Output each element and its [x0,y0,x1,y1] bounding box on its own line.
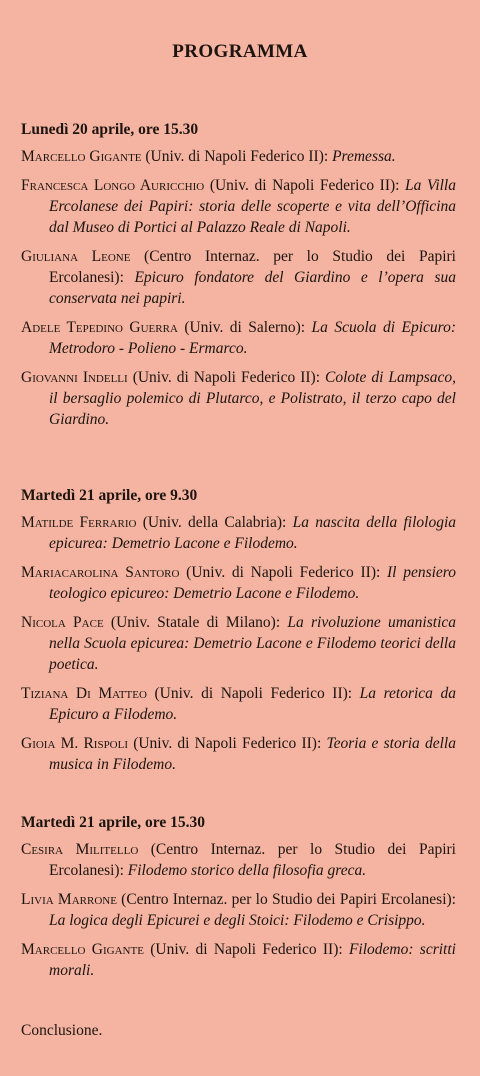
speaker-affiliation: (Centro Internaz. per lo Studio dei Papiri Ercolanesi): [49,841,456,879]
talk-title: Premessa. [332,148,396,165]
speaker-affiliation: (Univ. Statale di Milano): [103,614,288,631]
speaker-affiliation: (Univ. di Napoli Federico II): [143,941,349,958]
speaker-affiliation: (Univ. della Calabria): [136,514,293,531]
speaker-affiliation: (Univ. di Napoli Federico II): [127,369,325,386]
speaker-name: Matilde Ferrario [21,514,137,531]
program-entry [21,612,456,675]
speaker-name: Cesira Militello [21,841,139,858]
speaker-affiliation: (Univ. di Salerno): [177,319,312,336]
program-entry [21,562,456,604]
talk-title: Filodemo: scritti morali. [49,941,456,979]
program-entry [21,839,456,881]
speaker-name: Gioia M. Rispoli [21,735,129,752]
program-entry [21,175,456,238]
talk-title: Epicuro fondatore del Giardino e l’opera sua conservata nei papiri. [49,269,456,307]
conclusion-text: Conclusione. [21,1022,103,1039]
session-heading: Martedì 21 aprile, ore 15.30 [21,814,205,831]
program-entry [21,939,456,981]
program-entry [21,512,456,554]
talk-title: Teoria e storia della musica in Filodemo. [49,735,456,773]
speaker-name: Marcello Gigante [21,941,144,958]
speaker-name: Giuliana Leone [21,248,131,265]
speaker-name: Tiziana Di Matteo [21,685,147,702]
talk-title: La Villa Ercolanese dei Papiri: storia delle scoperte e vita dell’Officina dal Museo di Portici al Palazzo Reale di Napoli. [49,177,456,236]
talk-title: La retorica da Epicuro a Filodemo. [49,685,457,723]
speaker-affiliation: (Centro Internaz. per lo Studio dei Papiri Ercolanesi): [116,891,456,908]
program-entry [21,317,456,359]
session-3 [21,813,456,989]
talk-title: Colote di Lampsaco, il bersaglio polemico di Plutarco, e Polistrato, il terzo capo del Giardino. [49,369,456,428]
speaker-affiliation: (Univ. di Napoli Federico II): [179,564,388,581]
talk-title: Filodemo storico della filosofia greca. [127,862,367,879]
program-entry [21,146,456,167]
program-entry [21,246,456,309]
program-entry [21,889,456,931]
talk-title: La Scuola di Epicuro: Metrodoro - Polieno - Ermarco. [49,319,456,357]
talk-title: La nascita della filologia epicurea: Demetrio Lacone e Filodemo. [49,514,457,552]
speaker-affiliation: (Univ. di Napoli Federico II): [141,148,333,165]
session-heading: Lunedì 20 aprile, ore 15.30 [21,121,199,138]
session-heading: Martedì 21 aprile, ore 9.30 [21,487,198,504]
speaker-name: Mariacarolina Santoro [21,564,180,581]
speaker-name: Adele Tepedino Guerra [21,319,178,336]
speaker-affiliation: (Univ. di Napoli Federico II): [204,177,406,194]
program-entry [21,367,456,430]
talk-title: La rivoluzione umanistica nella Scuola epicurea: Demetrio Lacone e Filodemo teorici della poetica. [49,614,457,673]
speaker-name: Marcello Gigante [21,148,142,165]
speaker-name: Francesca Longo Auricchio [21,177,205,194]
speaker-affiliation: (Univ. di Napoli Federico II): [146,685,360,702]
speaker-affiliation: (Univ. di Napoli Federico II): [128,735,327,752]
talk-title: Il pensiero teologico epicureo: Demetrio Lacone e Filodemo. [49,564,456,602]
session-1 [21,120,456,438]
program-entry [21,733,456,775]
speaker-name: Livia Marrone [21,891,117,908]
page-title: PROGRAMMA [172,41,308,62]
talk-title: La logica degli Epicurei e degli Stoici: Filodemo e Crisippo. [49,912,426,929]
session-2 [21,486,456,783]
speaker-name: Nicola Pace [21,614,104,631]
speaker-name: Giovanni Indelli [21,369,128,386]
speaker-affiliation: (Centro Internaz. per lo Studio dei Papiri Ercolanesi): [49,248,456,286]
program-entry [21,683,456,725]
